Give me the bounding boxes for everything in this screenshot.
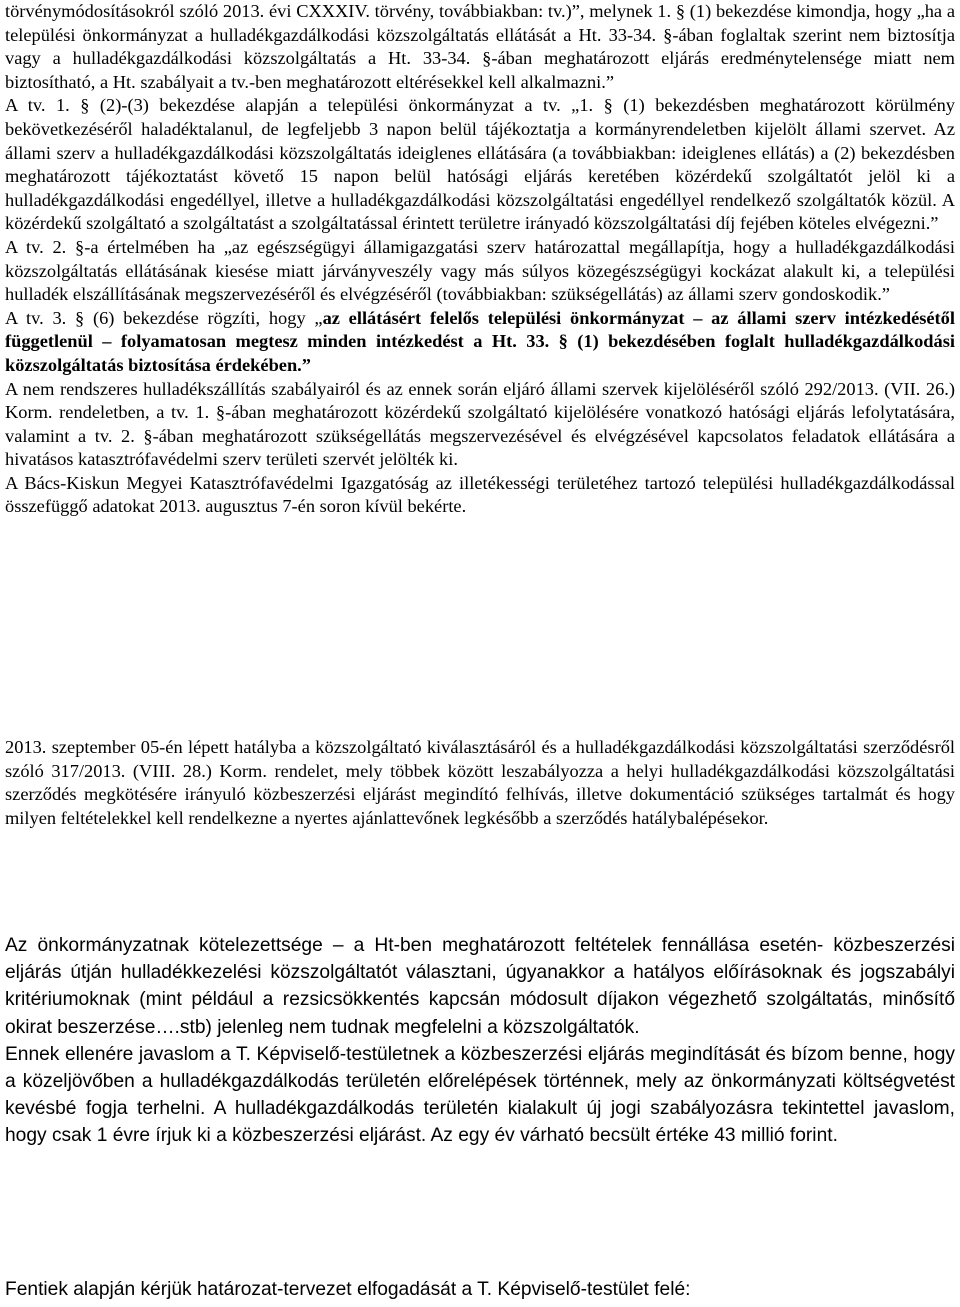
paragraph-resolution-request: Fentiek alapján kérjük határozat-tervezet elfogadását a T. Képviselő-testület felé: [5,1279,691,1300]
paragraph-korm-rendelet-292: A nem rendszeres hulladékszállítás szabályairól és az ennek során eljáró állami szervek kijelöléséről szóló 292/2013. (VII. 26.) Korm. rendeletben, a tv. 1. §-ában meghatározott közérdekű szolgáltató kijelölésére vonatkozó hatósági eljárás lefolytatására, valamint a tv. 2. §-ában meghatározott szükségellátás megszervezésével és elvégzésével kapcsolatos feladatok ellátására a hivatásos katasztrófavédelmi szerv területi szervét jelölték ki. [5,378,955,470]
paragraph-tv-3-bold-quote: az ellátásért felelős települési önkormányzat – az állami szerv intézkedésétől függetlenül – folyamatosan megtesz minden intézkedést a Ht. 33. § (1) bekezdésében foglalt hulladékgazdálkodási közszolgáltatás biztosítása érdekében.” [5,307,955,375]
paragraph-korm-rendelet-317: 2013. szeptember 05-én lépett hatályba a közszolgáltató kiválasztásáról és a hulladékgazdálkodási közszolgáltatási szerződésről szóló 317/2013. (VIII. 28.) Korm. rendelet, mely többek között leszabályozza a helyi hulladékgazdálkodási közszolgáltatási szerződés megkötésére irányuló közbeszerzési eljárást megindító felhívás, illetve dokumentáció szükséges tartalmát és hogy milyen feltételekkel kell rendelkezne a nyertes ajánlattevőnek legkésőbb a szerződés hatálybalépésekor. [5,737,955,828]
paragraph-tv-3-lead: A tv. 3. § (6) bekezdése rögzíti, hogy „ [5,307,323,328]
paragraph-proposal: Ennek ellenére javaslom a T. Képviselő-testületnek a közbeszerzési eljárás megindítását és bízom benne, hogy a közeljövőben a hulladékgazdálkodás területén előrelépések történnek, mely az önkormányzati költségvetést kevésbé fogja terhelni. A hulladékgazdálkodás területén kialakult új jogi szabályozásra tekintettel javaslom, hogy csak 1 évre írjuk ki a közbeszerzési eljárást. Az egy év várható becsült értéke 43 millió forint. [5,1043,955,1147]
paragraph-obligation: Az önkormányzatnak kötelezettsége – a Ht-ben meghatározott feltételek fennállása esetén- közbeszerzési eljárás útján hulladékkezelési közszolgáltatót választani, úgyanakkor a hatályos előírásoknak és jogszabályi kritériumoknak (mint például a rezsicsökkentés kapcsán módosult díjakon végezhető szolgáltatás, minősítő okirat beszerzése….stb) jelenleg nem tudnak megfelelni a közszolgáltatók. [5,935,955,1038]
legal-text-section [5,0,955,519]
paragraph-tv-1-para-2-3: A tv. 1. § (2)-(3) bekezdése alapján a települési önkormányzat a tv. „1. § (1) bekezdésben meghatározott körülmény bekövetkezéséről haladéktalanul, de legfeljebb 3 napon belül tájékoztatja a kormányrendeletben kijelölt állami szervet. Az állami szerv a hulladékgazdálkodási közszolgáltatás ideiglenes ellátására (a továbbiakban: ideiglenes ellátás) a (2) bekezdésben meghatározott tájékoztatást követő 15 napon belül hatósági eljárás keretében közérdekű szolgáltatót jelöl ki a hulladékgazdálkodási engedéllyel, illetve a hulladékgazdálkodási közszolgáltatási engedéllyel rendelkező szolgáltatók közül. A közérdekű szolgáltató a szolgáltatást a szolgáltatással érintett területre irányadó közszolgáltatási díj fejében köteles elvégezni.” [5,95,955,234]
paragraph-tv-2: A tv. 2. §-a értelmében ha „az egészségügyi államigazgatási szerv határozattal megállapítja, hogy a hulladékgazdálkodási közszolgáltatás ellátásának kiesése miatt járványveszély vagy más súlyos közegészségügyi kockázat alakult ki, a települési hulladék elszállításának megszervezéséről és elvégzéséről (továbbiakban: szükségellátás) az állami szerv gondoskodik.” [5,236,955,305]
paragraph-katasztrofavedelem: A Bács-Kiskun Megyei Katasztrófavédelmi Igazgatóság az illetékességi területéhez tartozó települési hulladékgazdálkodással összefüggő adatokat 2013. augusztus 7-én soron kívül bekérte. [5,472,955,517]
paragraph-law-intro: törvénymódosításokról szóló 2013. évi CXXXIV. törvény, továbbiakban: tv.)”, melynek 1. § (1) bekezdése kimondja, hogy „ha a települési önkormányzat a hulladékgazdálkodási közszolgáltatás ellátását a Ht. 33-34. §-ában foglaltak szerint nem biztosítja vagy a hulladékgazdálkodási közszolgáltatás a Ht. 33-34. §-ában meghatározott eljárás eredménytelensége miatt nem biztosítható, a Ht. szabályait a tv.-ben meghatározott eltérésekkel kell alkalmazni.” [5,1,955,92]
obligation-section [5,932,955,1150]
regulation-section [5,736,955,830]
closing-section [5,1276,955,1303]
paragraph-tv-3-para-6 [5,307,955,378]
document-page [5,0,955,1307]
